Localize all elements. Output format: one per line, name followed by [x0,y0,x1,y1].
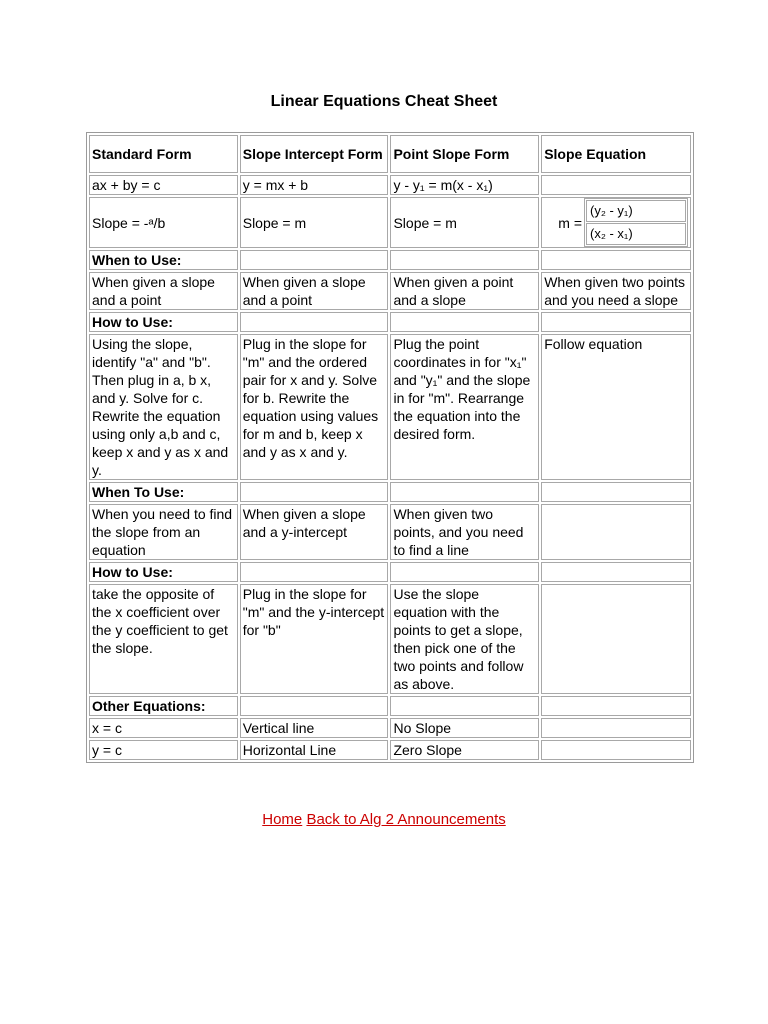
section-row [89,562,691,582]
section-label: How to Use: [89,562,238,582]
content-cell: No Slope [390,718,539,738]
content-cell: take the opposite of the x coefficient over the y coefficient to get the slope. [89,584,238,694]
empty-cell [541,482,691,502]
content-row [89,504,691,560]
content-cell: y = c [89,740,238,760]
empty-cell [240,250,389,270]
section-label: How to Use: [89,312,238,332]
content-row [89,272,691,310]
slope-equation-cell [541,197,691,248]
section-label: When to Use: [89,250,238,270]
empty-cell [240,562,389,582]
slope-row [89,197,691,248]
other-equation-row [89,718,691,738]
point-slope-slope: Slope = m [390,197,539,248]
empty-cell [541,562,691,582]
empty-cell [390,250,539,270]
empty-cell [541,312,691,332]
back-to-alg2-link[interactable]: Back to Alg 2 Announcements [306,811,506,828]
content-cell: When given a slope and a point [89,272,238,310]
section-row [89,312,691,332]
cheat-sheet-table [86,132,694,763]
point-slope-equation: y - y₁ = m(x - x₁) [390,175,539,195]
content-cell: Using the slope, identify "a" and "b". Then plug in a, b x, and y. Solve for c. Rewrite the equation using only a,b and c, keep x and y as x and y. [89,334,238,480]
empty-cell [240,312,389,332]
empty-cell [390,482,539,502]
empty-cell [541,696,691,716]
equation-row [89,175,691,195]
content-cell [541,504,691,560]
home-link[interactable]: Home [262,811,303,828]
empty-cell [390,562,539,582]
page-title: Linear Equations Cheat Sheet [270,93,498,110]
fraction-denominator: (x₂ - x₁) [586,223,686,245]
header-standard-form: Standard Form [89,135,238,173]
content-cell [541,718,691,738]
empty-cell [541,175,691,195]
header-slope-intercept-form: Slope Intercept Form [240,135,389,173]
content-cell: When given a point and a slope [390,272,539,310]
slope-intercept-equation: y = mx + b [240,175,389,195]
other-equation-row [89,740,691,760]
content-cell [541,740,691,760]
content-row [89,334,691,480]
footer-links [0,811,768,828]
content-cell: x = c [89,718,238,738]
content-cell: Follow equation [541,334,691,480]
standard-form-equation: ax + by = c [89,175,238,195]
header-row [89,135,691,173]
slope-fraction [584,198,688,247]
empty-cell [541,250,691,270]
empty-cell [390,312,539,332]
content-cell: Plug in the slope for "m" and the ordered pair for x and y. Solve for b. Rewrite the equation using values for m and b, keep x and y as x and y. [240,334,389,480]
content-cell: When given two points, and you need to find a line [390,504,539,560]
content-cell [541,584,691,694]
content-cell: Plug in the slope for "m" and the y-intercept for "b" [240,584,389,694]
fraction-numerator: (y₂ - y₁) [586,200,686,222]
empty-cell [390,696,539,716]
standard-form-slope: Slope = -ᵃ/b [89,197,238,248]
content-cell: When you need to find the slope from an equation [89,504,238,560]
section-label: Other Equations: [89,696,238,716]
slope-intercept-slope: Slope = m [240,197,389,248]
content-cell: When given two points and you need a slope [541,272,691,310]
section-row [89,696,691,716]
empty-cell [240,482,389,502]
slope-equation-prefix: m = [558,214,582,231]
section-label: When To Use: [89,482,238,502]
section-row [89,482,691,502]
header-point-slope-form: Point Slope Form [390,135,539,173]
content-row [89,584,691,694]
section-row [89,250,691,270]
content-cell: When given a slope and a y-intercept [240,504,389,560]
content-cell: Vertical line [240,718,389,738]
content-cell: Horizontal Line [240,740,389,760]
content-cell: When given a slope and a point [240,272,389,310]
content-cell: Zero Slope [390,740,539,760]
content-cell: Plug the point coordinates in for "x₁" and "y₁" and the slope in for "m". Rearrange the equation into the desired form. [390,334,539,480]
header-slope-equation: Slope Equation [541,135,691,173]
slope-equation-formula [544,198,688,247]
empty-cell [240,696,389,716]
content-cell: Use the slope equation with the points to get a slope, then pick one of the two points and follow as above. [390,584,539,694]
